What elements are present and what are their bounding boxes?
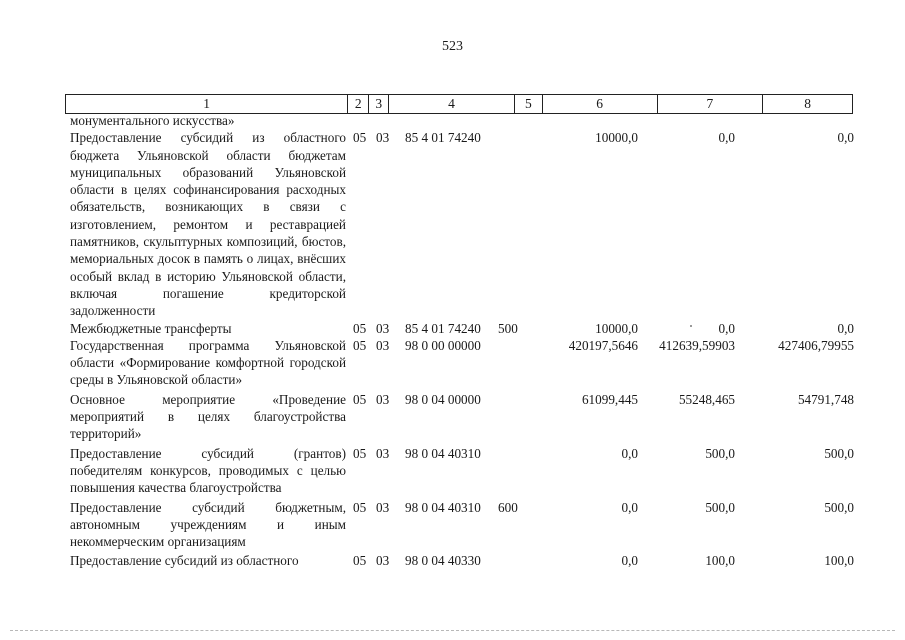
section-code: 05 xyxy=(353,337,367,353)
column-header-8: 8 xyxy=(804,96,811,111)
amount-col-7: 500,0 xyxy=(705,445,735,461)
amount-col-7: 500,0 xyxy=(705,499,735,515)
row-description: Предоставление субсидий (грантов) победителям конкурсов, проводимых с целью повышения качества благоустройства xyxy=(70,445,346,496)
target-item-code: 98 0 04 40330 xyxy=(405,553,481,569)
amount-col-6: 10000,0 xyxy=(595,130,638,146)
subsection-code: 03 xyxy=(376,320,390,336)
row-description: Государственная программа Ульяновской области «Формирование комфортной городской среды в Ульяновской области» xyxy=(70,337,346,388)
target-item-code: 98 0 04 00000 xyxy=(405,391,481,407)
amount-col-6: 0,0 xyxy=(621,499,638,515)
table-row xyxy=(70,129,860,319)
amount-col-7: 0,0 xyxy=(718,130,735,146)
amount-col-8: 0,0 xyxy=(837,320,854,336)
subsection-code: 03 xyxy=(376,553,390,569)
subsection-code: 03 xyxy=(376,391,390,407)
target-item-code: 98 0 00 00000 xyxy=(405,337,481,353)
table-body xyxy=(70,114,860,570)
row-description: Межбюджетные трансферты xyxy=(70,320,232,336)
column-header-6: 6 xyxy=(543,95,658,113)
section-code: 05 xyxy=(353,499,367,515)
column-header-3: 3 xyxy=(369,95,389,113)
table-row xyxy=(70,112,860,129)
target-item-code: 98 0 04 40310 xyxy=(405,499,481,515)
amount-col-6: 61099,445 xyxy=(581,391,638,407)
subsection-code: 03 xyxy=(376,445,390,461)
column-header-4: 4 xyxy=(389,95,515,113)
row-description: Предоставление субсидий из областного xyxy=(70,553,299,569)
amount-col-8: 427406,79955 xyxy=(778,337,854,353)
table-row xyxy=(70,391,860,443)
row-description: Предоставление субсидий бюджетным, автономным учреждениям и иным некоммерческим организациям xyxy=(70,499,346,550)
amount-col-7: 0,0 xyxy=(718,320,735,336)
subsection-code: 03 xyxy=(376,337,390,353)
table-row xyxy=(70,552,860,569)
page-number: 523 xyxy=(442,39,463,54)
row-description: монументального искусства» xyxy=(70,113,235,128)
amount-col-8: 54791,748 xyxy=(797,391,854,407)
table-row xyxy=(70,320,860,337)
table-row xyxy=(70,445,860,497)
row-description: Основное мероприятие «Проведение мероприятий в целях благоустройства территорий» xyxy=(70,391,346,442)
amount-col-6: 10000,0 xyxy=(595,320,638,336)
amount-col-8: 500,0 xyxy=(824,499,854,515)
table-row xyxy=(70,337,860,389)
target-item-code: 98 0 04 40310 xyxy=(405,445,481,461)
row-description: Предоставление субсидий из областного бюджета Ульяновской области бюджетам муниципальных образований Ульяновской области в целях софинансирования расходных обязательств, возникающих в связи с изготовлением, ремонтом и реставрацией памятников, скульптурных композиций, бюстов, мемориальных досок в память о лицах, внёсших особый вклад в историю Ульяновской области, включая погашение кредиторской задолженности xyxy=(70,130,346,319)
amount-col-8: 100,0 xyxy=(824,553,854,569)
expense-type-code: 500 xyxy=(498,320,518,336)
table-header-row xyxy=(65,94,853,114)
column-header-5: 5 xyxy=(515,95,543,113)
amount-col-6: 0,0 xyxy=(621,553,638,569)
column-header-1: 1 xyxy=(66,95,348,113)
scan-speck xyxy=(690,325,692,327)
scan-bottom-edge xyxy=(10,630,895,632)
section-code: 05 xyxy=(353,320,367,336)
subsection-code: 03 xyxy=(376,130,390,146)
amount-col-6: 0,0 xyxy=(621,445,638,461)
column-header-7: 7 xyxy=(658,95,764,113)
section-code: 05 xyxy=(353,130,367,146)
section-code: 05 xyxy=(353,553,367,569)
amount-col-7: 100,0 xyxy=(705,553,735,569)
amount-col-6: 420197,5646 xyxy=(568,337,638,353)
target-item-code: 85 4 01 74240 xyxy=(405,320,481,336)
column-header-2: 2 xyxy=(348,95,369,113)
subsection-code: 03 xyxy=(376,499,390,515)
section-code: 05 xyxy=(353,391,367,407)
section-code: 05 xyxy=(353,445,367,461)
target-item-code: 85 4 01 74240 xyxy=(405,130,481,146)
amount-col-8: 0,0 xyxy=(837,130,854,146)
table-row xyxy=(70,499,860,551)
amount-col-7: 55248,465 xyxy=(678,391,735,407)
amount-col-8: 500,0 xyxy=(824,445,854,461)
expense-type-code: 600 xyxy=(498,499,518,515)
amount-col-7: 412639,59903 xyxy=(659,337,735,353)
